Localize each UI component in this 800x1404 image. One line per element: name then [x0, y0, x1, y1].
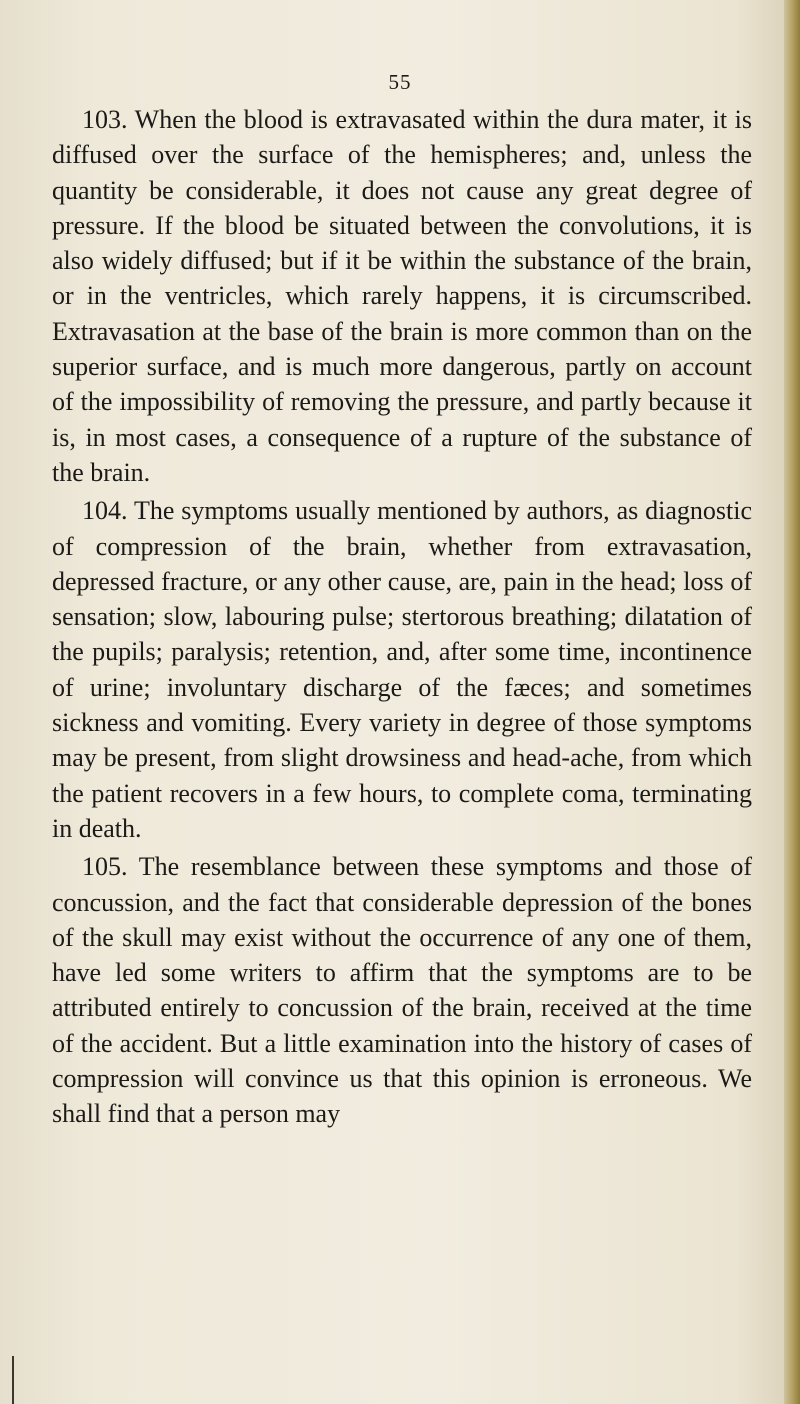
paragraph-text: When the blood is extravasated within the dura mater, it is diffused over the surface of the hemispheres; and, unless the quantity be considerable, it does not cause any great degree of pressure. If the blood be situated between the convolutions, it is also widely diffused; but if it be within the substance of the brain, or in the ventricles, which rarely happens, it is circumscribed. Extravasation at the base of the brain is more common than on the superior surface, and is much more dangerous, partly on account of the impossibility of removing the pressure, and partly because it is, in most cases, a consequence of a rupture of the substance of the brain.: [52, 105, 752, 487]
paragraph-text: The resemblance between these symptoms and those of concussion, and the fact that considerable depression of the bones of the skull may exist without the occurrence of any one of them, have led some writers to affirm that the symptoms are to be attributed entirely to concussion of the brain, received at the time of the accident. But a little examination into the history of cases of compression will convince us that this opinion is erroneous. We shall find that a person may: [52, 852, 753, 1129]
paragraph-103: [52, 102, 752, 490]
page-number: 55: [388, 70, 412, 94]
paragraph-number: 105.: [82, 852, 128, 882]
page-edge: [784, 0, 800, 1404]
body-text: [52, 102, 752, 1135]
margin-mark: [12, 1356, 14, 1404]
paragraph-105: [52, 849, 752, 1131]
paragraph-text: The symptoms usually mentioned by authors, as diagnostic of compression of the brain, whether from extravasation, depressed fracture, or any other cause, are, pain in the head; loss of sensation; slow, labouring pulse; stertorous breathing; dilatation of the pupils; paralysis; retention, and, after some time, incontinence of urine; involuntary discharge of the fæces; and sometimes sickness and vomiting. Every variety in degree of those symptoms may be present, from slight drowsiness and head-ache, from which the patient recovers in a few hours, to complete coma, terminating in death.: [52, 496, 752, 843]
paragraph-104: [52, 493, 752, 846]
paragraph-number: 104.: [82, 496, 128, 526]
paragraph-number: 103.: [82, 105, 128, 134]
